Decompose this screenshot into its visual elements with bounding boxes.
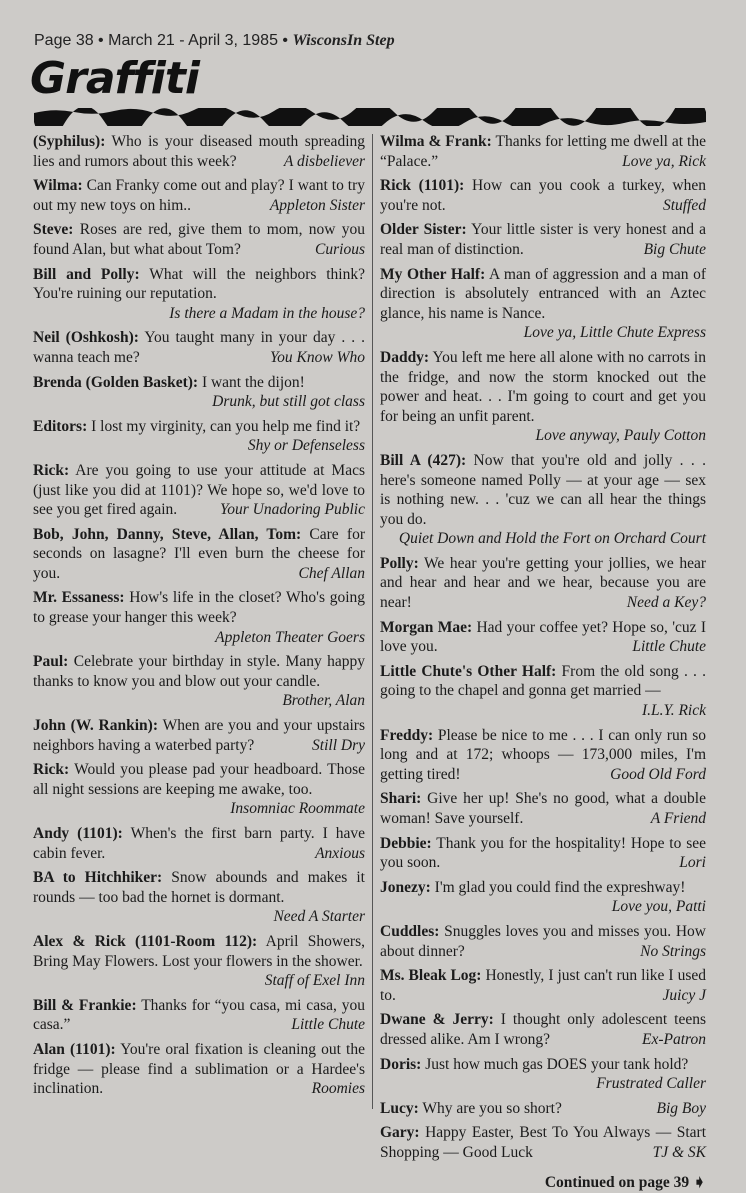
graffiti-entry xyxy=(33,588,365,647)
graffiti-entry xyxy=(33,716,365,755)
entry-signature: Love ya, Rick xyxy=(622,152,706,170)
entry-addressee: Alan (1101): xyxy=(33,1040,116,1058)
entry-signature: Ex-Patron xyxy=(642,1030,706,1048)
entry-message: How can you cook a turkey, when you're not. xyxy=(380,177,706,214)
entry-signature: Frustrated Caller xyxy=(596,1075,706,1093)
entry-message: Happy Easter, Best To You Always — Start Shopping — Good Luck xyxy=(380,1124,707,1161)
entry-addressee: Daddy: xyxy=(380,348,430,366)
entry-message: Who is your diseased mouth spreading lies and rumors about this week? xyxy=(33,133,365,170)
entry-addressee: Morgan Mae: xyxy=(380,618,473,636)
entry-addressee: Alex & Rick (1101-Room 112): xyxy=(33,932,258,950)
entry-addressee: Ms. Bleak Log: xyxy=(380,967,482,985)
right-entries xyxy=(380,132,706,1163)
entry-signature: Insomniac Roommate xyxy=(230,800,365,818)
entry-addressee: Neil (Oshkosh): xyxy=(33,329,139,347)
entry-message: I'm glad you could find the expreshway! xyxy=(434,878,686,896)
graffiti-entry xyxy=(33,824,365,863)
graffiti-entry xyxy=(33,265,365,324)
graffiti-entry xyxy=(33,176,365,215)
graffiti-entry xyxy=(33,525,365,584)
entry-message: Why are you so short? xyxy=(422,1099,562,1117)
graffiti-entry xyxy=(380,1010,706,1049)
entry-addressee: Dwane & Jerry: xyxy=(380,1011,494,1029)
entry-signature: Love you, Patti xyxy=(611,898,706,916)
entry-message: How's life in the closet? Who's going to grease your hanger this week? xyxy=(33,589,366,627)
entry-message: Can Franky come out and play? I want to try out my new toys on him.. xyxy=(33,177,366,214)
graffiti-entry xyxy=(33,461,365,520)
entry-signature: Still Dry xyxy=(312,736,365,754)
graffiti-entry xyxy=(33,760,365,819)
entry-signature: Love ya, Little Chute Express xyxy=(523,324,706,342)
entry-addressee: Mr. Essaness: xyxy=(33,589,125,607)
entry-addressee: Older Sister: xyxy=(380,221,467,239)
entry-signature: Brother, Alan xyxy=(282,692,365,710)
entry-message: You left me here all alone with no carrots in the fridge, and now the storm knocked out the power and heat. . . I'm going to court and get you for being an unfit parent. xyxy=(380,348,706,425)
entry-message: I lost my virginity, can you help me find it? xyxy=(91,417,361,435)
entry-addressee: Rick: xyxy=(33,761,70,779)
entry-signature: Stuffed xyxy=(662,196,706,214)
entry-signature: Big Boy xyxy=(656,1099,706,1117)
entry-message: When are you and your upstairs neighbors having a waterbed party? xyxy=(33,717,365,754)
entry-addressee: Lucy: xyxy=(380,1099,419,1117)
graffiti-entry xyxy=(380,726,706,785)
continued-text: Continued on page 39 xyxy=(544,1173,690,1191)
entry-message: From the old song . . . going to the chapel and gonna get married — xyxy=(380,662,706,700)
entry-signature: Little Chute xyxy=(291,1016,365,1034)
entry-addressee: Doris: xyxy=(380,1055,422,1073)
entry-signature: A disbeliever xyxy=(283,152,365,170)
entry-signature: Lori xyxy=(679,854,706,872)
entry-signature: Good Old Ford xyxy=(610,765,706,783)
entry-message: Would you please pad your headboard. Those all night sessions are keeping me awake, too. xyxy=(33,761,365,798)
entry-message: Give her up! She's no good, what a double woman! Save yourself. xyxy=(380,790,706,827)
entry-signature: Drunk, but still got class xyxy=(212,393,365,411)
entry-addressee: Editors: xyxy=(33,417,88,435)
entry-addressee: Wilma: xyxy=(33,177,83,195)
entry-signature: Curious xyxy=(315,240,365,258)
entry-signature: No Strings xyxy=(640,942,706,960)
entry-addressee: Steve: xyxy=(33,221,74,239)
entry-signature: Chef Allan xyxy=(298,564,365,582)
graffiti-entry xyxy=(380,1055,706,1094)
entry-addressee: John (W. Rankin): xyxy=(33,717,158,735)
entry-message: Are you going to use your attitude at Macs (just like you did at 1101)? We hope so, we'd love to see you get fired again. xyxy=(33,461,365,519)
entry-addressee: Shari: xyxy=(380,790,422,808)
entry-message: Just how much gas DOES your tank hold? xyxy=(425,1055,689,1073)
page-number: Page 38 xyxy=(34,32,94,49)
entry-signature: Anxious xyxy=(315,844,365,862)
entry-message: You're oral fixation is cleaning out the fridge — please find a sublimation or a Hardee's inclination. xyxy=(33,1040,365,1098)
graffiti-entry xyxy=(380,966,706,1005)
graffiti-entry xyxy=(380,265,706,343)
entry-message: Now that you're old and jolly . . . here's someone named Polly — at your age — sex is nothing new. . . 'cuz we can all hear the things you do. xyxy=(380,451,706,528)
entry-addressee: (Syphilus): xyxy=(33,133,106,150)
graffiti-entry xyxy=(380,554,706,613)
entry-signature: TJ & SK xyxy=(652,1143,706,1161)
entry-addressee: Freddy: xyxy=(380,726,434,744)
entry-signature: Juicy J xyxy=(662,986,706,1004)
entry-addressee: Rick (1101): xyxy=(380,177,465,195)
section-title: Graffiti xyxy=(30,53,199,104)
graffiti-entry xyxy=(380,220,706,259)
entry-signature: I.L.Y. Rick xyxy=(641,702,706,720)
publication-name: WisconsIn Step xyxy=(292,32,395,49)
entry-message: Care for seconds on lasagne? I'll even burn the cheese for you. xyxy=(33,525,365,582)
graffiti-entry xyxy=(380,1123,706,1162)
entry-message: I want the dijon! xyxy=(201,373,305,391)
graffiti-entry xyxy=(380,789,706,828)
entry-addressee: Andy (1101): xyxy=(33,825,123,842)
entry-addressee: Brenda (Golden Basket): xyxy=(33,373,199,391)
entry-message: When's the first barn party. I have cabin fever. xyxy=(33,825,365,862)
graffiti-entry xyxy=(33,328,365,367)
right-arrow-icon: ➧ xyxy=(693,1173,706,1191)
entry-message: Please be nice to me . . . I can only run so long and at 172; whoops — 173,000 miles, I'm getting tired! xyxy=(380,726,706,783)
entry-message: Thank you for the hospitality! Hope to see you soon. xyxy=(380,834,706,872)
entry-message: I thought only adolescent teens dressed alike. Am I wrong? xyxy=(380,1011,707,1048)
entry-message: Honestly, I just can't run like I used to. xyxy=(380,967,707,1004)
entry-signature: Need A Starter xyxy=(273,908,365,926)
entry-signature: Love anyway, Pauly Cotton xyxy=(535,427,706,445)
entry-message: A man of aggression and a man of direction is absolutely entranced with an Aztec glance, his name is Nance. xyxy=(380,265,706,322)
graffiti-entry xyxy=(33,132,365,171)
entry-addressee: Rick: xyxy=(33,461,70,479)
graffiti-entry xyxy=(380,922,706,961)
issue-dates: March 21 - April 3, 1985 xyxy=(108,32,278,49)
entry-message: April Showers, Bring May Flowers. Lost your flowers in the shower. xyxy=(33,932,365,970)
graffiti-entry xyxy=(33,1040,365,1099)
entry-addressee: Polly: xyxy=(380,554,419,572)
graffiti-entry xyxy=(380,662,706,721)
entry-message: Snuggles loves you and misses you. How about dinner? xyxy=(380,922,706,960)
graffiti-entry xyxy=(33,868,365,927)
entry-addressee: Bill and Polly: xyxy=(33,265,140,283)
entry-message: We hear you're getting your jollies, we hear and hear and hear and we hear, because you are near! xyxy=(380,554,706,612)
entry-message: Celebrate your birthday in style. Many happy thanks to know you and blow out your candle. xyxy=(33,653,366,690)
entry-message: Your little sister is very honest and a real man of distinction. xyxy=(380,221,706,258)
entry-signature: Quiet Down and Hold the Fort on Orchard Court xyxy=(398,530,706,548)
entry-signature: Shy or Defenseless xyxy=(247,437,365,455)
graffiti-entry xyxy=(380,348,706,446)
entry-signature: Your Unadoring Public xyxy=(220,501,365,519)
entry-message: Roses are red, give them to mom, now you found Alan, but what about Tom? xyxy=(33,221,365,258)
entry-addressee: Cuddles: xyxy=(380,922,440,940)
entry-addressee: Bob, John, Danny, Steve, Allan, Tom: xyxy=(33,525,302,543)
entry-signature: Little Chute xyxy=(632,638,706,656)
continued-notice[interactable] xyxy=(380,1173,706,1193)
entry-addressee: BA to Hitchhiker: xyxy=(33,869,163,887)
masthead: Page 38 • March 21 - April 3, 1985 • WisconsIn Step xyxy=(34,32,395,49)
graffiti-entry xyxy=(33,417,365,456)
graffiti-entry xyxy=(33,220,365,259)
entry-signature: Need a Key? xyxy=(626,594,706,612)
entry-signature: You Know Who xyxy=(269,348,365,366)
graffiti-entry xyxy=(33,373,365,412)
graffiti-entry xyxy=(380,618,706,657)
entry-message: You taught many in your day . . . wanna teach me? xyxy=(33,329,365,366)
graffiti-entry xyxy=(33,996,365,1035)
entry-signature: Appleton Theater Goers xyxy=(215,628,365,646)
entry-addressee: Wilma & Frank: xyxy=(380,133,492,150)
entry-addressee: Debbie: xyxy=(380,834,432,852)
entry-addressee: Gary: xyxy=(380,1124,420,1142)
entry-addressee: Bill & Frankie: xyxy=(33,996,137,1014)
entry-signature: Appleton Sister xyxy=(269,196,365,214)
entry-message: Thanks for “you casa, mi casa, you casa.” xyxy=(33,996,365,1034)
entry-message: What will the neighbors think? You're ruining our reputation. xyxy=(33,265,365,303)
entry-addressee: Jonezy: xyxy=(380,878,431,896)
entry-addressee: Little Chute's Other Half: xyxy=(380,662,557,680)
entry-message: Thanks for letting me dwell at the “Palace.” xyxy=(380,133,706,170)
entry-signature: Is there a Madam in the house? xyxy=(169,304,365,322)
entry-signature: Big Chute xyxy=(643,240,706,258)
graffiti-entry xyxy=(33,652,365,711)
graffiti-entry xyxy=(380,451,706,549)
column-divider xyxy=(372,134,373,1109)
entry-addressee: Paul: xyxy=(33,653,69,671)
decorative-banner-bar xyxy=(34,108,706,126)
graffiti-entry xyxy=(33,932,365,991)
entry-signature: Staff of Exel Inn xyxy=(264,972,365,990)
entry-signature: A Friend xyxy=(650,810,706,827)
entry-message: Had your coffee yet? Hope so, 'cuz I love you. xyxy=(380,618,706,656)
entry-addressee: My Other Half: xyxy=(380,265,486,283)
graffiti-entry xyxy=(380,132,706,171)
graffiti-entry xyxy=(380,176,706,215)
column-left xyxy=(33,132,365,1104)
graffiti-entry xyxy=(380,878,706,917)
entry-addressee: Bill A (427): xyxy=(380,451,467,469)
entry-message: Snow abounds and makes it rounds — too bad the hornet is dormant. xyxy=(33,869,365,906)
graffiti-entry xyxy=(380,834,706,873)
entry-signature: Roomies xyxy=(311,1080,365,1098)
column-right xyxy=(380,132,706,1193)
graffiti-entry xyxy=(380,1099,706,1119)
